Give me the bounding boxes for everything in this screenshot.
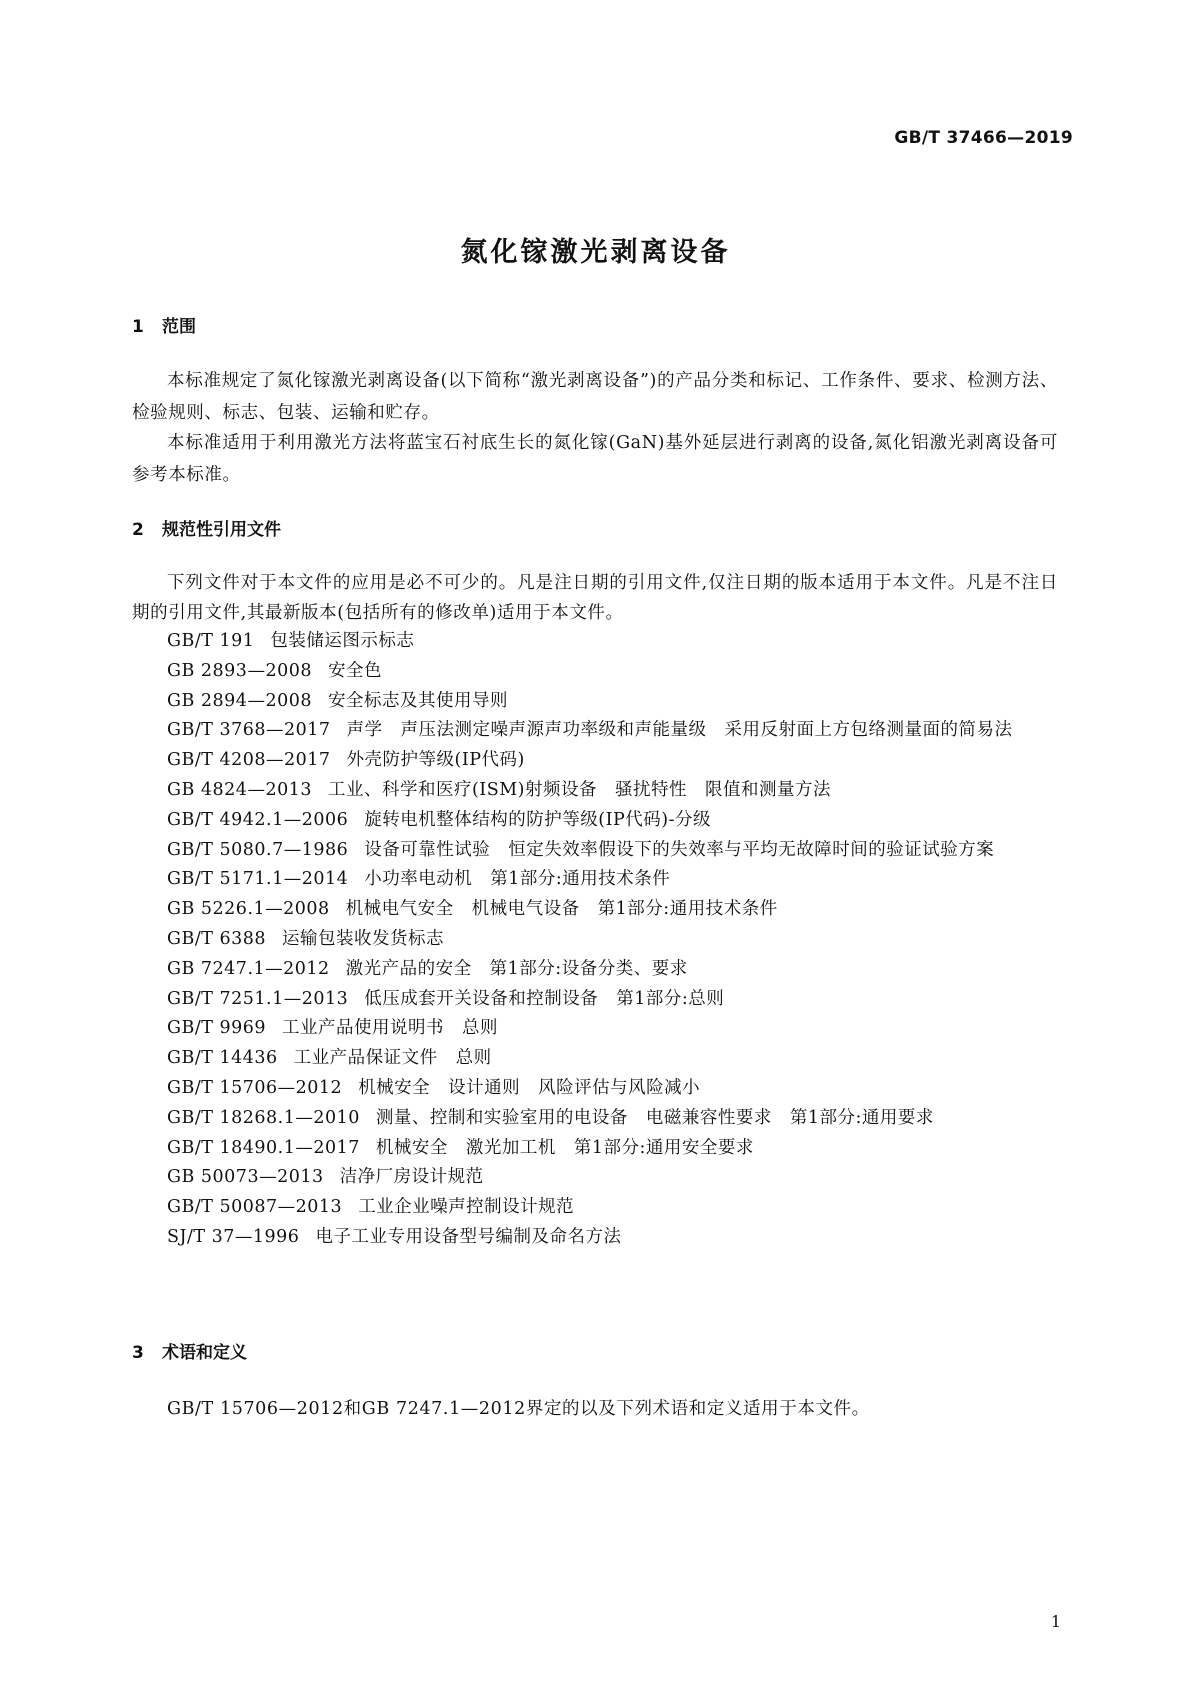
reference-item — [132, 716, 1058, 746]
reference-code: GB/T 18490.1—2017 — [167, 1137, 360, 1158]
reference-item — [132, 865, 1058, 895]
reference-item — [132, 925, 1058, 955]
reference-item — [132, 1163, 1058, 1193]
reference-code: GB/T 18268.1—2010 — [167, 1107, 360, 1128]
reference-code: GB 4824—2013 — [167, 779, 312, 800]
terms-intro-paragraph: GB/T 15706—2012和GB 7247.1—2012界定的以及下列术语和定义适用于本文件。 — [167, 1399, 870, 1419]
reference-item — [132, 776, 1058, 806]
reference-code: GB 2894—2008 — [167, 690, 312, 711]
reference-item — [132, 955, 1058, 985]
reference-title: 安全标志及其使用导则 — [327, 690, 508, 711]
reference-title: 洁净厂房设计规范 — [339, 1167, 484, 1188]
reference-item — [132, 1223, 1058, 1253]
reference-item — [132, 1014, 1058, 1044]
reference-item — [132, 627, 1058, 657]
reference-title: 旋转电机整体结构的防护等级(IP代码)-分级 — [364, 809, 712, 830]
section-number: 3 — [132, 1343, 144, 1363]
reference-title: 安全色 — [327, 660, 382, 681]
reference-code: GB/T 50087—2013 — [167, 1197, 343, 1218]
reference-code: GB/T 6388 — [167, 928, 267, 949]
reference-code: GB/T 191 — [167, 631, 255, 651]
reference-item — [132, 1193, 1058, 1223]
reference-code: GB 7247.1—2012 — [167, 958, 330, 979]
reference-title: 包装储运图示标志 — [270, 631, 415, 651]
reference-code: GB 50073—2013 — [167, 1167, 324, 1188]
reference-item — [132, 806, 1058, 836]
section-number: 1 — [132, 317, 144, 337]
reference-title: 测量、控制和实验室用的电设备 电磁兼容性要求 第1部分:通用要求 — [375, 1107, 934, 1128]
reference-item — [132, 1134, 1058, 1164]
reference-code: GB/T 9969 — [167, 1018, 267, 1039]
section-title: 术语和定义 — [162, 1343, 247, 1363]
reference-title: 电子工业专用设备型号编制及命名方法 — [315, 1226, 622, 1247]
reference-title: 设备可靠性试验 恒定失效率假设下的失效率与平均无故障时间的验证试验方案 — [364, 839, 995, 860]
section-title: 规范性引用文件 — [162, 520, 281, 540]
reference-item — [132, 657, 1058, 687]
reference-title: 运输包装收发货标志 — [282, 928, 445, 949]
section-number: 2 — [132, 520, 144, 540]
reference-title: 机械电气安全 机械电气设备 第1部分:通用技术条件 — [345, 899, 778, 920]
reference-title: 工业产品使用说明书 总则 — [282, 1018, 499, 1039]
reference-code: GB/T 7251.1—2013 — [167, 988, 349, 1009]
reference-title: 小功率电动机 第1部分:通用技术条件 — [364, 869, 671, 890]
reference-title: 机械安全 设计通则 风险评估与风险减小 — [358, 1077, 701, 1098]
reference-title: 工业、科学和医疗(ISM)射频设备 骚扰特性 限值和测量方法 — [327, 779, 831, 800]
reference-code: GB/T 15706—2012 — [167, 1077, 343, 1098]
reference-code: GB/T 5171.1—2014 — [167, 869, 349, 890]
reference-list — [132, 627, 1058, 1253]
reference-item — [132, 895, 1058, 925]
reference-code: GB/T 4208—2017 — [167, 750, 331, 771]
scope-paragraph: 本标准规定了氮化镓激光剥离设备(以下简称“激光剥离设备”)的产品分类和标记、工作条件、要求、检测方法、检验规则、标志、包装、运输和贮存。 — [132, 371, 1058, 423]
reference-code: GB/T 14436 — [167, 1048, 278, 1069]
reference-item — [132, 836, 1058, 866]
reference-title: 外壳防护等级(IP代码) — [346, 750, 525, 771]
reference-code: SJ/T 37—1996 — [167, 1226, 300, 1247]
reference-item — [132, 746, 1058, 776]
reference-item — [132, 687, 1058, 717]
reference-code: GB/T 3768—2017 — [167, 720, 331, 741]
scope-paragraph: 本标准适用于利用激光方法将蓝宝石衬底生长的氮化镓(GaN)基外延层进行剥离的设备,氮化铝激光剥离设备可参考本标准。 — [132, 433, 1058, 485]
reference-title: 机械安全 激光加工机 第1部分:通用安全要求 — [375, 1137, 754, 1158]
section-title: 范围 — [162, 317, 196, 337]
reference-title: 声学 声压法测定噪声源声功率级和声能量级 采用反射面上方包络测量面的简易法 — [346, 720, 1013, 741]
reference-item — [132, 1074, 1058, 1104]
reference-code: GB 2893—2008 — [167, 660, 312, 681]
reference-title: 工业企业噪声控制设计规范 — [358, 1197, 575, 1218]
standard-code: GB/T 37466—2019 — [894, 128, 1073, 148]
section-1-heading — [132, 312, 196, 337]
reference-title: 激光产品的安全 第1部分:设备分类、要求 — [345, 958, 688, 979]
reference-code: GB/T 4942.1—2006 — [167, 809, 349, 830]
page-number: 1 — [1050, 1612, 1061, 1631]
section-3-heading — [132, 1338, 247, 1363]
reference-item — [132, 1104, 1058, 1134]
reference-code: GB 5226.1—2008 — [167, 899, 330, 920]
section-2-heading — [132, 515, 281, 540]
reference-code: GB/T 5080.7—1986 — [167, 839, 349, 860]
reference-title: 低压成套开关设备和控制设备 第1部分:总则 — [364, 988, 725, 1009]
refs-intro-paragraph: 下列文件对于本文件的应用是必不可少的。凡是注日期的引用文件,仅注日期的版本适用于本文件。凡是不注日期的引用文件,其最新版本(包括所有的修改单)适用于本文件。 — [132, 573, 1058, 623]
reference-item — [132, 985, 1058, 1015]
document-title: 氮化镓激光剥离设备 — [460, 237, 731, 268]
reference-title: 工业产品保证文件 总则 — [293, 1048, 492, 1069]
reference-item — [132, 1044, 1058, 1074]
